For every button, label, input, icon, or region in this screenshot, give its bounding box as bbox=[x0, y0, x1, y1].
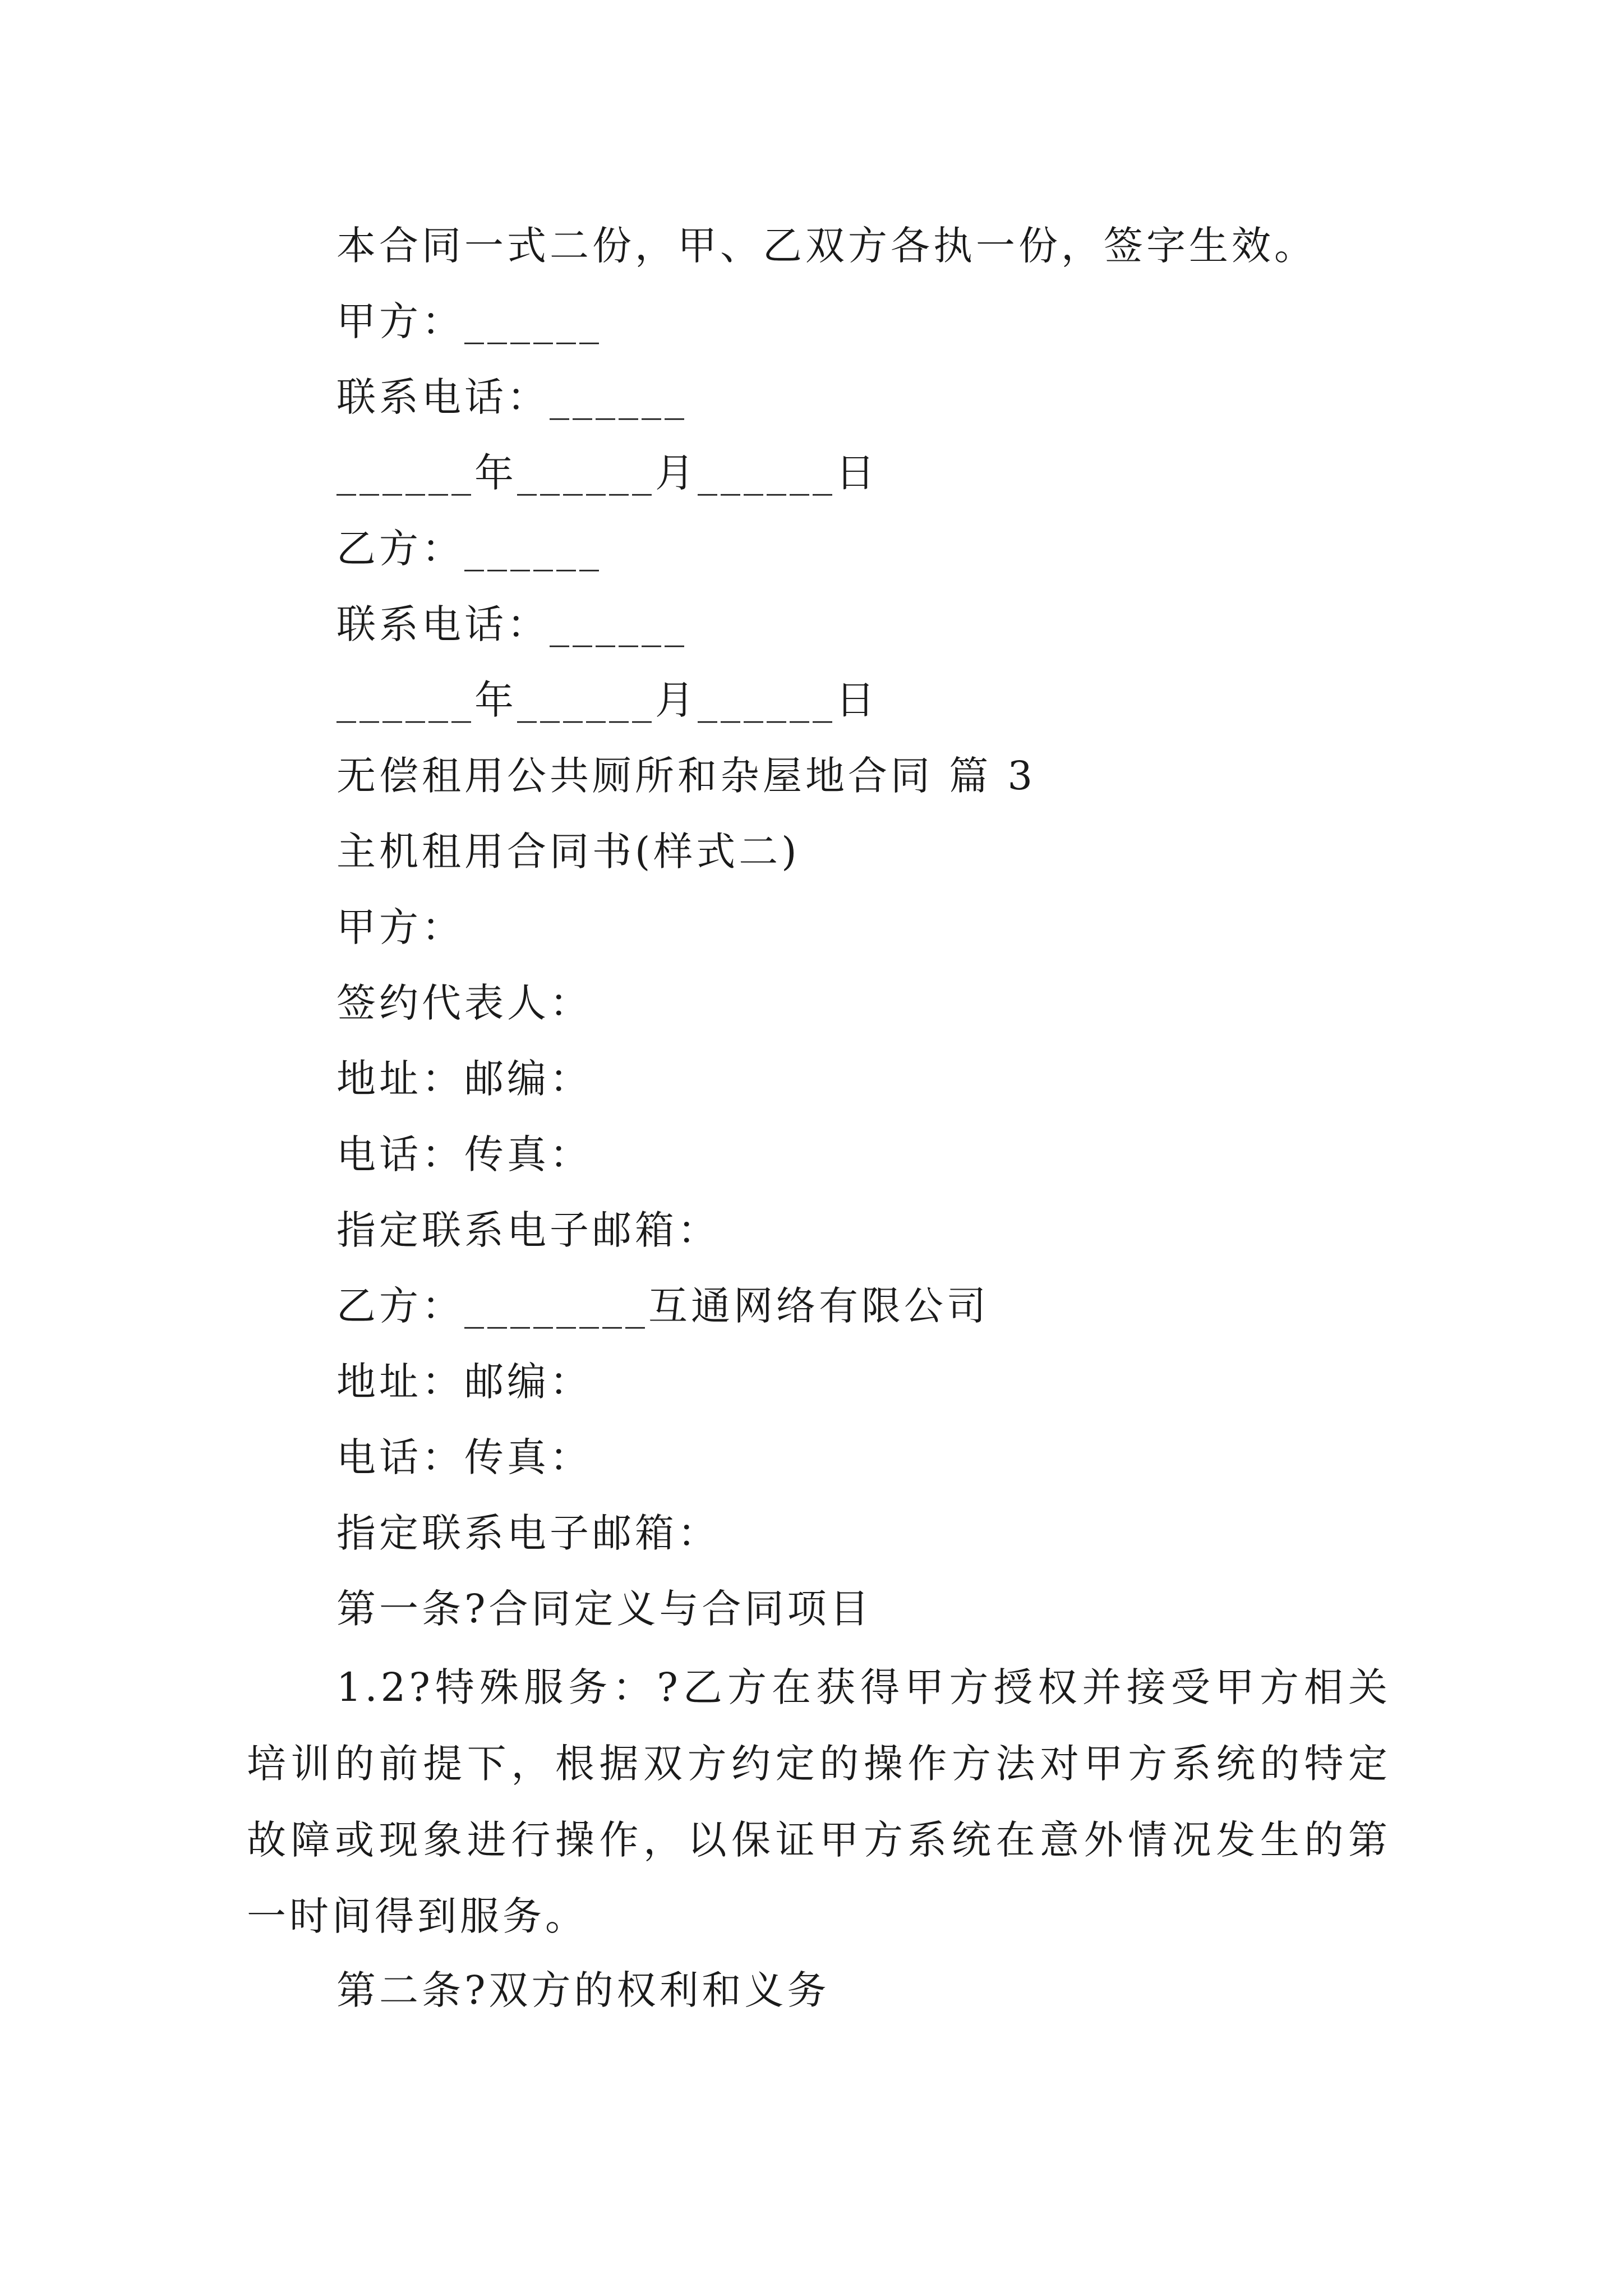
text-line: 联系电话：______ bbox=[336, 601, 688, 647]
body-paragraph: 1.2?特殊服务：?乙方在获得甲方授权并接受甲方相关培训的前提下，根据双方约定的操作方法对甲方系统的特定故障或现象进行操作，以保证甲方系统在意外情况发生的第一时间得到服务。 bbox=[247, 1664, 1391, 1939]
text-line: 甲方：______ bbox=[336, 298, 602, 344]
text-line: 联系电话：______ bbox=[336, 374, 688, 420]
text-line: 指定联系电子邮箱： bbox=[336, 1207, 720, 1253]
contract-title: 主机租用合同书(样式二) bbox=[336, 829, 800, 875]
text-line: 本合同一式二份，甲、乙双方各执一份，签字生效。 bbox=[336, 223, 1317, 269]
text-line: 签约代表人： bbox=[336, 980, 592, 1026]
text-line: 地址：邮编： bbox=[336, 1056, 592, 1102]
article-heading: 第二条?双方的权利和义务 bbox=[336, 1967, 830, 2013]
text-line: 乙方：________互通网络有限公司 bbox=[336, 1283, 989, 1329]
text-line: ______年______月______日 bbox=[336, 677, 878, 723]
text-line: 指定联系电子邮箱： bbox=[336, 1510, 720, 1556]
section-heading: 无偿租用公共厕所和杂屋地合同 篇 3 bbox=[336, 753, 1036, 799]
text-line: 甲方： bbox=[336, 904, 464, 950]
text-line: 地址：邮编： bbox=[336, 1359, 592, 1405]
article-heading: 第一条?合同定义与合同项目 bbox=[336, 1586, 873, 1632]
text-line: ______年______月______日 bbox=[336, 450, 878, 496]
text-line: 电话：传真： bbox=[336, 1131, 592, 1177]
text-line: 乙方：______ bbox=[336, 526, 602, 572]
text-line: 电话：传真： bbox=[336, 1434, 592, 1480]
